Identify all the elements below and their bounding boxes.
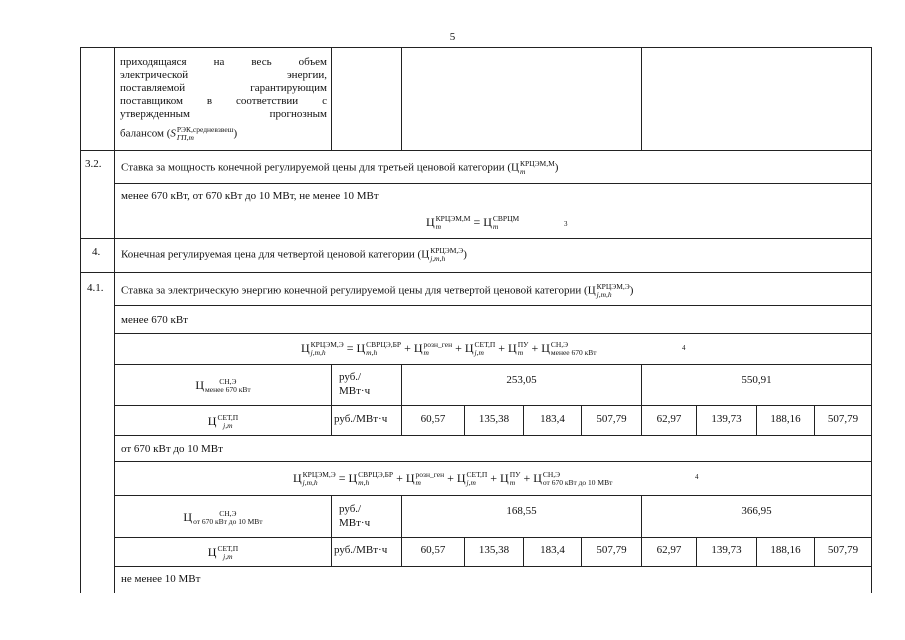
col-divider bbox=[331, 48, 332, 150]
value-cell: 253,05 bbox=[506, 374, 537, 386]
value-cell: 183,4 bbox=[540, 413, 565, 425]
symbol: Ц bbox=[464, 341, 474, 355]
sub: j,m,h bbox=[596, 290, 612, 299]
plus: + bbox=[396, 471, 403, 485]
footnote-mark: 3 bbox=[564, 220, 568, 228]
paren: ) bbox=[463, 248, 467, 261]
range-label: менее 670 кВт bbox=[121, 314, 188, 326]
formula-fourth-category bbox=[293, 471, 612, 487]
symbol: Ц bbox=[301, 341, 310, 355]
value-cell: 60,57 bbox=[420, 413, 446, 425]
row-divider bbox=[114, 364, 871, 365]
sub: j,m bbox=[466, 478, 476, 488]
col-divider bbox=[401, 48, 402, 150]
balance-line: поставляемой гарантирующим bbox=[120, 82, 327, 94]
sub: m bbox=[509, 478, 516, 488]
unit-cell: руб./МВт·ч bbox=[334, 413, 388, 425]
sub: m bbox=[492, 222, 499, 232]
col-divider bbox=[331, 364, 332, 435]
sn-label bbox=[115, 378, 331, 394]
balance-line: утвержденным прогнозным bbox=[120, 108, 327, 120]
row-4-1-title bbox=[121, 283, 633, 299]
value-cell: 188,16 bbox=[770, 544, 801, 556]
sub: j,m bbox=[223, 421, 233, 430]
row-divider bbox=[81, 272, 871, 273]
range-label: менее 670 кВт, от 670 кВт до 10 МВт, не менее 10 МВт bbox=[121, 190, 379, 202]
row-divider bbox=[81, 238, 871, 239]
symbol: Ц bbox=[207, 544, 217, 559]
plus: + bbox=[447, 471, 454, 485]
value-cell: 366,95 bbox=[741, 505, 772, 517]
unit-cell: руб./МВт·ч bbox=[334, 544, 388, 556]
sup: СН,Э bbox=[219, 509, 237, 518]
symbol: Ц bbox=[456, 471, 466, 485]
sub: ГП,m bbox=[176, 133, 194, 142]
unit-line: МВт·ч bbox=[339, 517, 371, 529]
sub: менее 670 кВт bbox=[205, 385, 251, 394]
symbol: Ц bbox=[413, 341, 423, 355]
row-divider bbox=[81, 150, 871, 151]
sub: m bbox=[423, 348, 429, 358]
equals: = bbox=[338, 471, 346, 485]
value-cell: 507,79 bbox=[827, 413, 859, 425]
symbol: Ц bbox=[348, 471, 358, 485]
col-divider bbox=[641, 48, 642, 150]
symbol: Ц bbox=[183, 509, 193, 524]
unit-line: руб./ bbox=[339, 503, 362, 515]
sup: СВРЦМ bbox=[492, 214, 520, 224]
row-divider bbox=[114, 537, 871, 538]
symbol: Ц bbox=[533, 471, 542, 485]
balance-line: поставщиком в соответствии с bbox=[120, 95, 327, 107]
symbol: Ц bbox=[293, 471, 302, 485]
sub: от 670 кВт до 10 МВт bbox=[542, 478, 613, 488]
tariff-table bbox=[80, 47, 872, 593]
sub: от 670 кВт до 10 МВт bbox=[193, 517, 263, 526]
plus: + bbox=[498, 341, 506, 355]
sub: m bbox=[519, 167, 526, 176]
value-cell: 183,4 bbox=[540, 544, 565, 556]
title-text: Ставка за мощность конечной регулируемой цены для третьей ценовой категории ( bbox=[121, 161, 512, 174]
value-cell: 60,57 bbox=[420, 544, 446, 556]
sup: СВРЦЭ,БР bbox=[358, 470, 394, 480]
symbol: Ц bbox=[426, 215, 435, 229]
sup: СН,Э bbox=[542, 470, 561, 480]
value-cell: 62,97 bbox=[656, 544, 682, 556]
formula-fourth-category bbox=[301, 341, 597, 357]
balance-symbol-line bbox=[120, 126, 237, 142]
sup: СВРЦЭ,БР bbox=[366, 340, 402, 350]
plus: + bbox=[523, 471, 531, 485]
title-text: Ставка за электрическую энергию конечной регулируемой цены для четвертой ценовой категории ( bbox=[121, 284, 588, 297]
value-cell: 188,16 bbox=[770, 413, 801, 425]
symbol: Ц bbox=[541, 341, 550, 355]
symbol: Ц bbox=[207, 413, 217, 428]
equals: = bbox=[473, 215, 481, 229]
sub: j,m bbox=[474, 348, 484, 358]
row-divider bbox=[114, 435, 871, 436]
plus: + bbox=[455, 341, 462, 355]
row-number: 4.1. bbox=[87, 282, 104, 294]
paren: ) bbox=[629, 284, 634, 297]
range-label: не менее 10 МВт bbox=[121, 573, 201, 585]
value-cell: 507,79 bbox=[596, 544, 627, 556]
set-label bbox=[115, 414, 331, 430]
sup: СЕТ,П bbox=[217, 413, 239, 422]
symbol: Ц bbox=[405, 471, 415, 485]
row-number: 3.2. bbox=[85, 158, 102, 170]
title-text: Конечная регулируемая цена для четвертой ценовой категории ( bbox=[121, 248, 422, 261]
symbol: Ц bbox=[508, 341, 517, 355]
symbol: Ц bbox=[483, 215, 492, 229]
sub: j,m bbox=[223, 552, 233, 561]
sup: СЕТ,П bbox=[217, 544, 239, 553]
symbol: Ц bbox=[356, 341, 366, 355]
sub: j,m,h bbox=[302, 478, 318, 488]
row-divider bbox=[114, 405, 871, 406]
value-cell: 507,79 bbox=[827, 544, 859, 556]
balance-line: приходящаяся на весь объем bbox=[120, 56, 327, 68]
row-divider bbox=[114, 183, 871, 184]
sup: розн_ген bbox=[415, 470, 445, 480]
unit-line: руб./ bbox=[339, 371, 362, 383]
sup: КРЦЭМ,Э bbox=[310, 340, 344, 350]
sup: СН,Э bbox=[219, 377, 237, 386]
symbol: Ц bbox=[587, 284, 596, 297]
row-divider bbox=[114, 333, 871, 334]
value-cell: 168,55 bbox=[506, 505, 537, 517]
sn-label bbox=[115, 510, 331, 526]
sup: КРЦЭМ,М bbox=[519, 159, 555, 168]
page-number: 5 bbox=[449, 31, 456, 43]
sup: ПУ bbox=[509, 470, 521, 480]
formula-third-category bbox=[426, 215, 519, 231]
sub: m bbox=[415, 478, 421, 488]
balance-prefix: балансом ( bbox=[120, 127, 171, 140]
sup: КРЦЭМ,Э bbox=[596, 282, 630, 291]
sub: j,m,h bbox=[430, 254, 446, 263]
sup: КРЦЭМ,Э bbox=[302, 470, 336, 480]
symbol: Ц bbox=[511, 161, 519, 174]
row-divider bbox=[114, 495, 871, 496]
footnote-mark: 4 bbox=[682, 344, 686, 352]
row-3-2-title bbox=[121, 160, 558, 176]
sup: РЭК,средневзвеш bbox=[176, 125, 234, 134]
sub: m bbox=[517, 348, 524, 358]
paren: ) bbox=[233, 127, 238, 140]
symbol: Ц bbox=[500, 471, 509, 485]
row-divider bbox=[114, 305, 871, 306]
sup: КРЦЭМ,М bbox=[435, 214, 471, 224]
row-divider bbox=[114, 566, 871, 567]
row-4-title bbox=[121, 247, 467, 263]
plus: + bbox=[404, 341, 411, 355]
symbol: Ц bbox=[195, 377, 204, 392]
set-label bbox=[115, 545, 331, 561]
sub: m bbox=[435, 222, 442, 232]
range-label: от 670 кВт до 10 МВт bbox=[121, 443, 223, 455]
plus: + bbox=[531, 341, 539, 355]
sup: розн_ген bbox=[423, 340, 453, 350]
sub: менее 670 кВт bbox=[550, 348, 597, 358]
col-divider bbox=[331, 495, 332, 566]
plus: + bbox=[490, 471, 498, 485]
sup: СЕТ,П bbox=[474, 340, 496, 350]
row-number: 4. bbox=[92, 246, 101, 258]
balance-symbol: S bbox=[170, 127, 176, 140]
value-cell: 507,79 bbox=[596, 413, 627, 425]
unit-line: МВт·ч bbox=[339, 385, 371, 397]
sup: СЕТ,П bbox=[466, 470, 488, 480]
value-cell: 135,38 bbox=[478, 413, 510, 425]
value-cell: 139,73 bbox=[711, 413, 742, 425]
row-divider bbox=[114, 461, 871, 462]
sub: m,h bbox=[366, 348, 378, 358]
equals: = bbox=[346, 341, 354, 355]
balance-line: электрической энергии, bbox=[120, 69, 327, 81]
sup: ПУ bbox=[517, 340, 529, 350]
footnote-mark: 4 bbox=[695, 473, 699, 481]
symbol: Ц bbox=[421, 248, 430, 261]
sup: КРЦЭМ,Э bbox=[430, 246, 464, 255]
sub: m,h bbox=[358, 478, 370, 488]
paren: ) bbox=[554, 161, 559, 174]
value-cell: 135,38 bbox=[478, 544, 510, 556]
value-cell: 139,73 bbox=[711, 544, 742, 556]
value-cell: 62,97 bbox=[656, 413, 682, 425]
sup: СН,Э bbox=[550, 340, 569, 350]
sub: j,m,h bbox=[310, 348, 326, 358]
value-cell: 550,91 bbox=[741, 374, 772, 386]
